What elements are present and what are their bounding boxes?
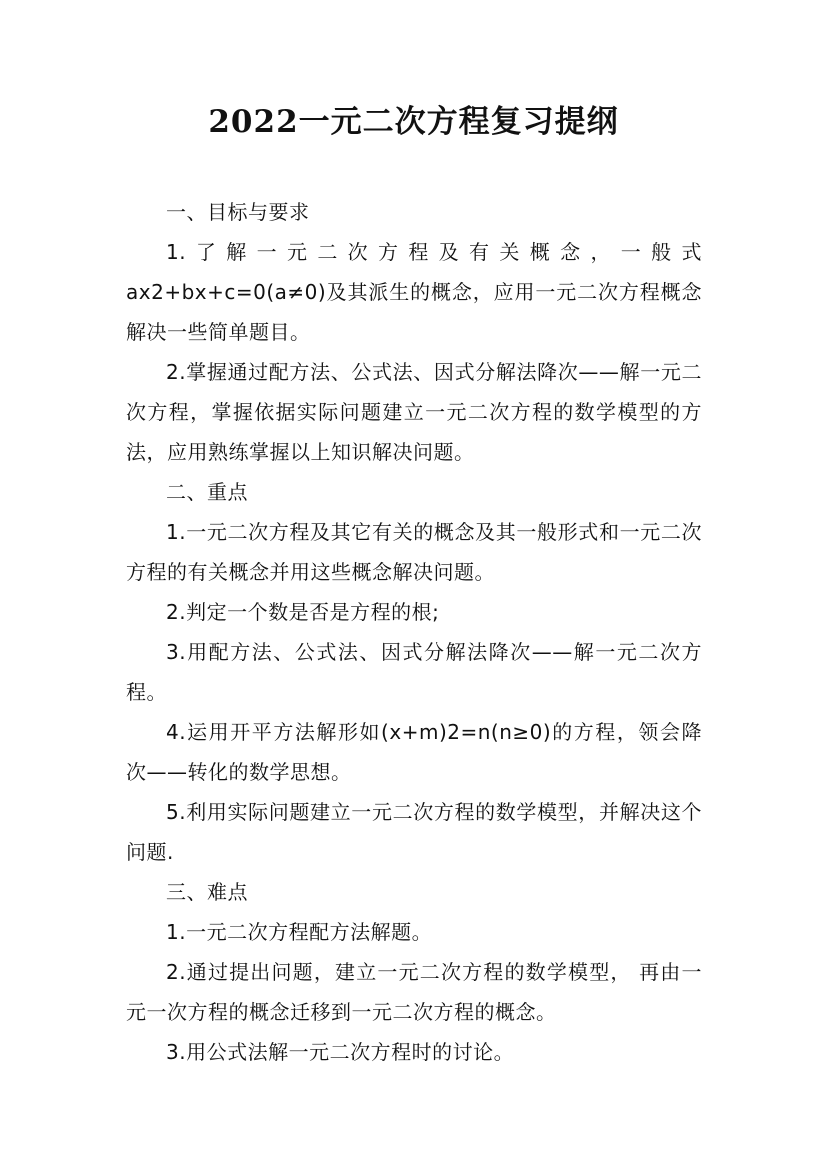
key-point-item-2: 2.判定一个数是否是方程的根; bbox=[166, 600, 440, 624]
document-body bbox=[126, 192, 702, 1072]
goal-item-2: 2.掌握通过配方法、公式法、因式分解法降次——解一元二次方程，掌握依据实际问题建立一元二次方程的数学模型的方法，应用熟练掌握以上知识解决问题。 bbox=[126, 360, 702, 464]
difficulty-item-2: 2.通过提出问题，建立一元二次方程的数学模型， 再由一元一次方程的概念迁移到一元二次方程的概念。 bbox=[126, 960, 702, 1024]
section-heading-goals: 一、目标与要求 bbox=[166, 200, 310, 224]
key-point-item-3: 3.用配方法、公式法、因式分解法降次——解一元二次方程。 bbox=[126, 640, 702, 704]
goal-item-1: 1.了解一元二次方程及有关概念，一般式ax2+bx+c=0(a≠0)及其派生的概念，应用一元二次方程概念解决一些简单题目。 bbox=[126, 240, 702, 344]
key-point-item-5: 5.利用实际问题建立一元二次方程的数学模型，并解决这个问题. bbox=[126, 800, 702, 864]
difficulty-item-3: 3.用公式法解一元二次方程时的讨论。 bbox=[166, 1040, 515, 1064]
document-title: 2022一元二次方程复习提纲 bbox=[208, 104, 619, 140]
section-heading-difficulties: 三、难点 bbox=[166, 880, 248, 904]
difficulty-item-1: 1.一元二次方程配方法解题。 bbox=[166, 920, 433, 944]
key-point-item-4: 4.运用开平方法解形如(x+m)2=n(n≥0)的方程，领会降次——转化的数学思想。 bbox=[126, 720, 702, 784]
section-heading-key-points: 二、重点 bbox=[166, 480, 248, 504]
key-point-item-1: 1.一元二次方程及其它有关的概念及其一般形式和一元二次方程的有关概念并用这些概念解决问题。 bbox=[126, 520, 702, 584]
